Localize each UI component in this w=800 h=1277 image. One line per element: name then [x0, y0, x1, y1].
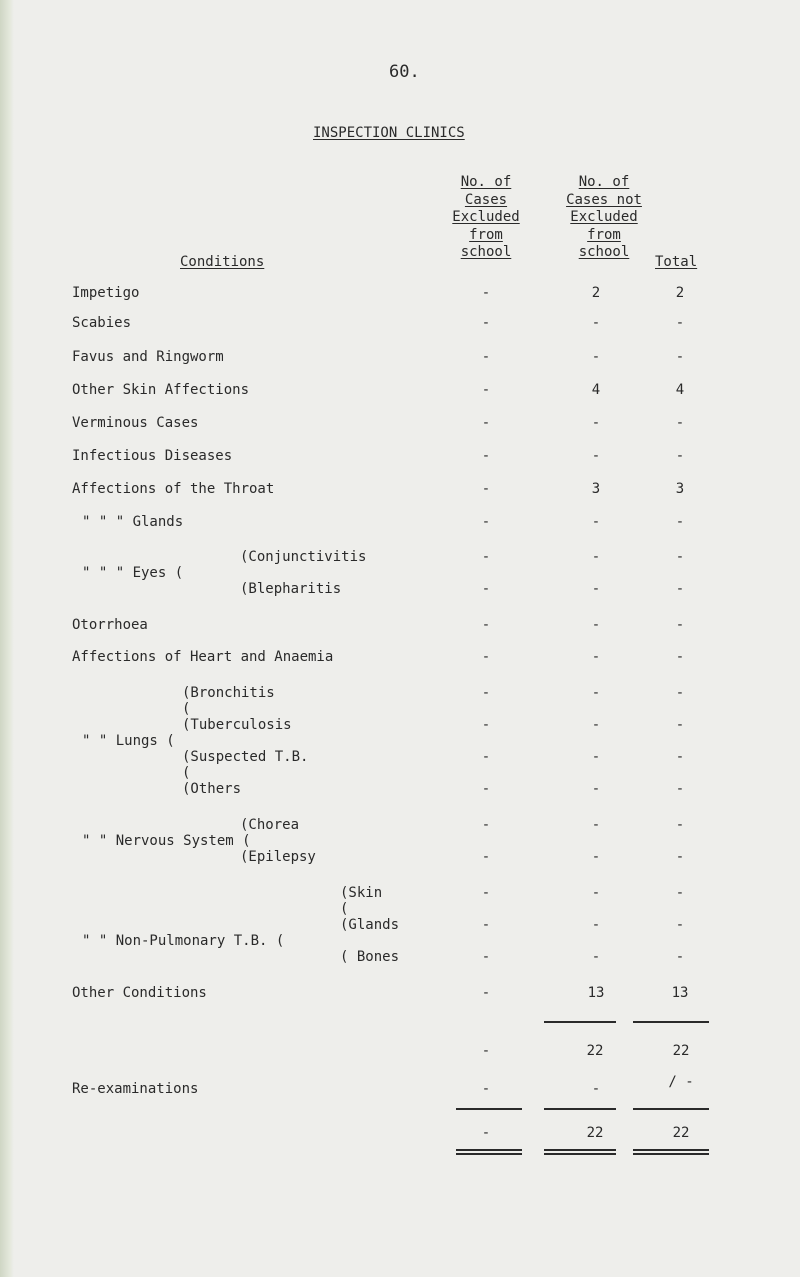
- cell-not-excluded: 2: [591, 285, 601, 301]
- header-excluded-line: Cases: [464, 191, 508, 208]
- header-not-excluded-line: from: [587, 226, 621, 243]
- row-label: (Blepharitis: [240, 581, 342, 597]
- cell-not-excluded: -: [591, 315, 601, 331]
- reexam-not-excluded: -: [591, 1081, 601, 1097]
- row-label: (: [182, 701, 191, 717]
- reexam-label: Re-examinations: [72, 1081, 199, 1097]
- cell-total: -: [675, 949, 685, 965]
- cell-not-excluded: -: [591, 849, 601, 865]
- cell-not-excluded: -: [591, 817, 601, 833]
- cell-total: -: [675, 315, 685, 331]
- cell-excluded: -: [481, 685, 491, 701]
- row-label: Affections of the Throat: [72, 481, 275, 497]
- cell-not-excluded: -: [591, 581, 601, 597]
- cell-total: -: [675, 581, 685, 597]
- header-not-excluded: [544, 174, 664, 262]
- cell-not-excluded: 3: [591, 481, 601, 497]
- grand-total-not-excluded: 22: [586, 1125, 604, 1141]
- row-label: (Epilepsy: [240, 849, 316, 865]
- cell-excluded: -: [481, 781, 491, 797]
- double-rule-excluded: [456, 1149, 522, 1155]
- row-label: (Suspected T.B.: [182, 749, 309, 765]
- cell-excluded: -: [481, 717, 491, 733]
- cell-total: -: [675, 617, 685, 633]
- cell-not-excluded: -: [591, 685, 601, 701]
- row-label: " " Nervous System (: [82, 833, 251, 849]
- rule-total-total: [633, 1108, 709, 1110]
- cell-total: 2: [675, 285, 685, 301]
- cell-total: -: [675, 885, 685, 901]
- header-not-excluded-line: Excluded: [570, 209, 638, 225]
- cell-total: -: [675, 685, 685, 701]
- cell-not-excluded: -: [591, 349, 601, 365]
- cell-excluded: -: [481, 349, 491, 365]
- cell-excluded: -: [481, 382, 491, 398]
- header-conditions: Conditions: [180, 254, 265, 270]
- row-label: (Skin: [340, 885, 383, 901]
- cell-not-excluded: -: [591, 781, 601, 797]
- cell-not-excluded: -: [591, 617, 601, 633]
- row-label: (Bronchitis: [182, 685, 275, 701]
- cell-total: 3: [675, 481, 685, 497]
- row-label: Affections of Heart and Anaemia: [72, 649, 334, 665]
- row-label: (Glands: [340, 917, 400, 933]
- cell-not-excluded: -: [591, 514, 601, 530]
- cell-not-excluded: -: [591, 885, 601, 901]
- cell-total: -: [675, 415, 685, 431]
- header-excluded-line: Excluded: [452, 209, 520, 225]
- reexam-excluded: -: [481, 1081, 491, 1097]
- cell-excluded: -: [481, 415, 491, 431]
- row-label: " " Non-Pulmonary T.B. (: [82, 933, 285, 949]
- row-label: Other Conditions: [72, 985, 207, 1001]
- row-label: " " " Glands: [82, 514, 184, 530]
- reexam-total: / -: [668, 1074, 694, 1090]
- row-label: Otorrhoea: [72, 617, 148, 633]
- grand-total-excluded: -: [481, 1125, 491, 1141]
- cell-excluded: -: [481, 617, 491, 633]
- row-label: (Chorea: [240, 817, 300, 833]
- header-not-excluded-line: No. of: [578, 174, 630, 190]
- header-excluded-line: from: [469, 226, 503, 243]
- rule-total-excluded: [456, 1108, 522, 1110]
- header-not-excluded-line: Cases not: [566, 191, 642, 208]
- cell-not-excluded: -: [591, 649, 601, 665]
- rule-subtotal-total: [633, 1021, 709, 1023]
- subtotal-not-excluded: 22: [586, 1043, 604, 1059]
- cell-not-excluded: -: [591, 415, 601, 431]
- row-label: (Others: [182, 781, 242, 797]
- cell-excluded: -: [481, 885, 491, 901]
- cell-not-excluded: 4: [591, 382, 601, 398]
- cell-not-excluded: -: [591, 549, 601, 565]
- cell-not-excluded: -: [591, 749, 601, 765]
- page-number: 60.: [389, 62, 420, 82]
- cell-total: -: [675, 349, 685, 365]
- cell-total: -: [675, 514, 685, 530]
- row-label: Other Skin Affections: [72, 382, 250, 398]
- cell-excluded: -: [481, 849, 491, 865]
- cell-excluded: -: [481, 985, 491, 1001]
- cell-not-excluded: -: [591, 717, 601, 733]
- row-label: (Conjunctivitis: [240, 549, 367, 565]
- cell-total: -: [675, 817, 685, 833]
- header-excluded: [426, 174, 546, 262]
- row-label: (: [340, 901, 349, 917]
- cell-total: -: [675, 917, 685, 933]
- header-total: Total: [655, 254, 698, 270]
- cell-not-excluded: -: [591, 448, 601, 464]
- cell-excluded: -: [481, 481, 491, 497]
- header-excluded-line: No. of: [460, 174, 512, 190]
- cell-total: -: [675, 749, 685, 765]
- row-label: " " Lungs (: [82, 733, 175, 749]
- row-label: Infectious Diseases: [72, 448, 233, 464]
- cell-excluded: -: [481, 315, 491, 331]
- header-not-excluded-line: school: [578, 244, 630, 260]
- page-title: INSPECTION CLINICS: [313, 125, 465, 141]
- cell-total: 4: [675, 382, 685, 398]
- row-label: Favus and Ringworm: [72, 349, 224, 365]
- double-rule-total: [633, 1149, 709, 1155]
- cell-not-excluded: -: [591, 917, 601, 933]
- row-label: Impetigo: [72, 285, 140, 301]
- cell-excluded: -: [481, 514, 491, 530]
- cell-not-excluded: 13: [587, 985, 605, 1001]
- cell-excluded: -: [481, 917, 491, 933]
- row-label: Verminous Cases: [72, 415, 199, 431]
- row-label: " " " Eyes (: [82, 565, 184, 581]
- subtotal-excluded: -: [481, 1043, 491, 1059]
- row-label: (Tuberculosis: [182, 717, 292, 733]
- row-label: ( Bones: [340, 949, 400, 965]
- cell-total: -: [675, 649, 685, 665]
- double-rule-not-excluded: [544, 1149, 616, 1155]
- rule-subtotal-not-excluded: [544, 1021, 616, 1023]
- grand-total-total: 22: [672, 1125, 690, 1141]
- cell-not-excluded: -: [591, 949, 601, 965]
- cell-total: -: [675, 849, 685, 865]
- row-label: Scabies: [72, 315, 132, 331]
- header-excluded-line: school: [460, 244, 512, 260]
- row-label: (: [182, 765, 191, 781]
- cell-total: 13: [671, 985, 689, 1001]
- cell-total: -: [675, 717, 685, 733]
- scan-edge: [0, 0, 14, 1277]
- cell-excluded: -: [481, 581, 491, 597]
- cell-excluded: -: [481, 949, 491, 965]
- cell-excluded: -: [481, 549, 491, 565]
- subtotal-total: 22: [672, 1043, 690, 1059]
- cell-excluded: -: [481, 285, 491, 301]
- cell-excluded: -: [481, 749, 491, 765]
- rule-total-not-excluded: [544, 1108, 616, 1110]
- cell-excluded: -: [481, 817, 491, 833]
- cell-total: -: [675, 781, 685, 797]
- cell-total: -: [675, 549, 685, 565]
- cell-excluded: -: [481, 448, 491, 464]
- cell-excluded: -: [481, 649, 491, 665]
- cell-total: -: [675, 448, 685, 464]
